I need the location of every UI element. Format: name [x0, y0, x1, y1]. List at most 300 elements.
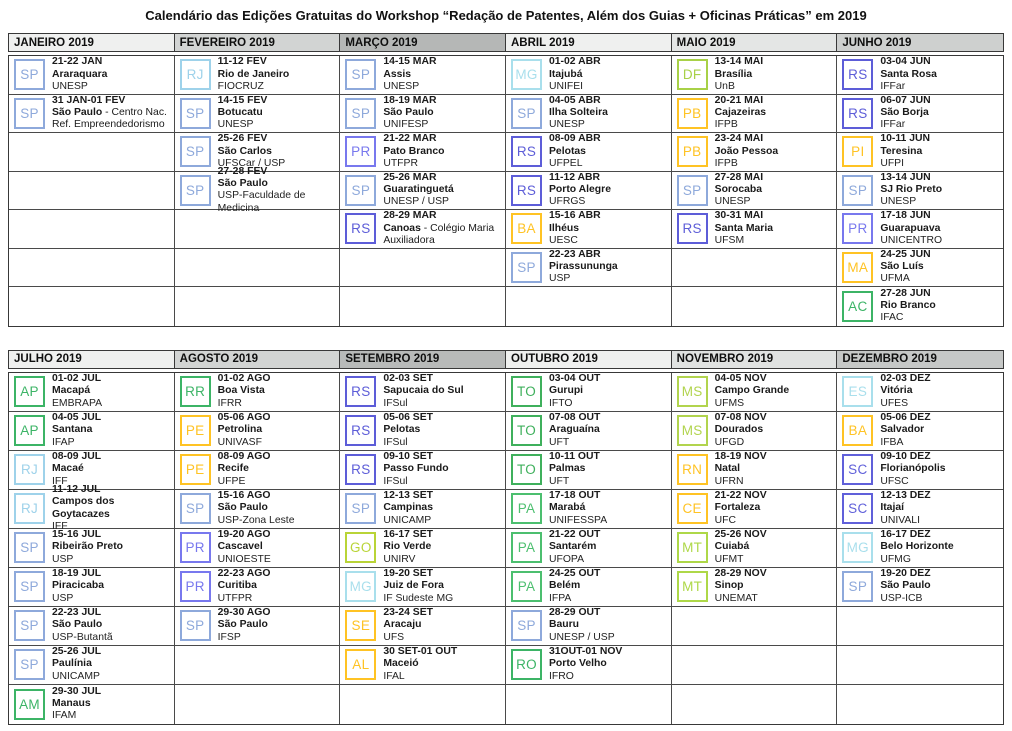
state-badge: SP: [14, 610, 45, 641]
event-city: Santana: [52, 424, 93, 436]
event-text: [880, 373, 1000, 410]
event-cell: [506, 607, 672, 646]
event-dates: 23-24 MAI: [714, 133, 764, 145]
event-dates: 14-15 FEV: [217, 94, 268, 106]
event-cell: [340, 373, 506, 412]
state-badge: PR: [842, 213, 873, 244]
event-dates: 27-28 FEV: [217, 165, 268, 177]
event-dates: 24-25 JUN: [880, 248, 931, 260]
event-cell: [837, 373, 1003, 412]
month-header: MAIO 2019: [672, 34, 838, 51]
event-institution: UFPEL: [549, 157, 583, 169]
event-text: [52, 373, 171, 410]
event-text: [218, 133, 337, 170]
empty-cell: [837, 685, 1003, 724]
event-text: [549, 95, 668, 132]
event-cell: [837, 95, 1003, 134]
event-dates: 15-16 AGO: [217, 490, 271, 502]
event-institution: UFS: [383, 631, 405, 643]
event-institution: IFBA: [880, 436, 904, 448]
month-header: FEVEREIRO 2019: [175, 34, 341, 51]
event-city: Guaratinguetá: [383, 184, 454, 196]
event-dates: 21-22 NOV: [714, 490, 767, 502]
event-cell: [837, 210, 1003, 249]
event-city: Salvador: [880, 424, 925, 436]
event-city: Dourados: [714, 424, 764, 436]
event-dates: 31 JAN-01 FEV: [52, 94, 126, 106]
calendar-jul-dec: [8, 350, 1004, 725]
state-badge: RS: [677, 213, 708, 244]
event-dates: 25-26 NOV: [714, 529, 767, 541]
event-city: Assis: [383, 68, 412, 80]
event-city: Santarém: [549, 541, 597, 553]
event-institution: UNIRV: [383, 553, 416, 565]
event-city: Curitiba: [217, 580, 257, 592]
event-dates: 18-19 JUL: [52, 568, 102, 580]
event-institution: USP-ICB: [880, 592, 923, 604]
event-cell: [506, 568, 672, 607]
event-city: Botucatu: [217, 107, 263, 119]
state-badge: BA: [842, 415, 873, 446]
state-badge: AM: [14, 689, 45, 720]
event-city: São Paulo: [217, 619, 268, 631]
event-text: [383, 172, 502, 209]
event-cell: [506, 133, 672, 172]
event-dates: 08-09 ABR: [549, 133, 601, 145]
event-cell: [506, 210, 672, 249]
event-cell: [175, 490, 341, 529]
empty-cell: [340, 685, 506, 724]
event-city: João Pessoa: [714, 145, 779, 157]
state-badge: SE: [345, 610, 376, 641]
event-dates: 28-29 OUT: [549, 607, 601, 619]
event-dates: 21-22 OUT: [549, 529, 601, 541]
empty-cell: [175, 685, 341, 724]
event-city: Araraquara: [52, 68, 108, 80]
event-institution: UNICAMP: [383, 514, 432, 526]
event-text: [715, 451, 834, 488]
state-badge: MA: [842, 252, 873, 283]
event-dates: 15-16 ABR: [549, 210, 601, 222]
event-city: Ilha Solteira: [549, 107, 608, 119]
event-text: [715, 412, 834, 449]
event-cell: [9, 529, 175, 568]
event-text: [383, 373, 502, 410]
state-badge: SP: [345, 59, 376, 90]
event-dates: 05-06 SET: [383, 412, 433, 424]
state-badge: MT: [677, 532, 708, 563]
event-text: [218, 95, 337, 132]
event-city: Araguaína: [549, 424, 600, 436]
event-institution: UNIVASF: [217, 436, 262, 448]
event-institution: UNIOESTE: [217, 553, 271, 565]
event-cell: [340, 210, 506, 249]
event-cell: [672, 133, 838, 172]
event-city: Macapá: [52, 385, 91, 397]
event-institution: IFSul: [383, 436, 408, 448]
event-cell: [340, 529, 506, 568]
event-cell: [340, 451, 506, 490]
empty-cell: [672, 646, 838, 685]
state-badge: PE: [180, 454, 211, 485]
state-badge: PA: [511, 493, 542, 524]
empty-cell: [672, 607, 838, 646]
state-badge: PR: [180, 532, 211, 563]
month-header: OUTUBRO 2019: [506, 351, 672, 368]
event-dates: 11-12 JUL: [52, 483, 101, 495]
event-city: Teresina: [880, 145, 923, 157]
event-city: Passo Fundo: [383, 463, 449, 475]
event-city: Porto Velho: [549, 658, 607, 670]
event-text: [218, 412, 337, 449]
event-institution: IFAP: [52, 436, 75, 448]
event-city: Fortaleza: [714, 502, 761, 514]
state-badge: MT: [677, 571, 708, 602]
event-city: São Carlos: [217, 145, 272, 157]
month-header: JANEIRO 2019: [9, 34, 175, 51]
event-institution: IFF: [52, 520, 68, 532]
event-text: [52, 484, 171, 533]
event-dates: 04-05 ABR: [549, 94, 601, 106]
event-cell: [175, 56, 341, 95]
event-cell: [175, 607, 341, 646]
state-badge: AP: [14, 376, 45, 407]
calendar-jan-jun: [8, 33, 1004, 327]
event-cell: [837, 172, 1003, 211]
event-institution: UNESP: [217, 119, 254, 131]
event-institution: USP: [52, 592, 74, 604]
event-dates: 30-31 MAI: [714, 210, 764, 222]
event-dates: 24-25 OUT: [549, 568, 601, 580]
event-dates: 17-18 OUT: [549, 490, 601, 502]
event-cell: [672, 529, 838, 568]
event-city: Canoas - Colégio Maria Auxiliadora: [383, 222, 495, 246]
event-city: São Paulo: [52, 619, 103, 631]
event-text: [880, 412, 1000, 449]
event-dates: 17-18 JUN: [880, 210, 931, 222]
event-institution: UFMG: [880, 553, 911, 565]
event-text: [549, 133, 668, 170]
empty-cell: [340, 287, 506, 326]
event-city: Gurupi: [549, 385, 584, 397]
event-city: São Paulo: [383, 107, 434, 119]
event-cell: [175, 568, 341, 607]
event-institution: UNEMAT: [714, 592, 758, 604]
event-institution: IFFar: [880, 119, 906, 131]
event-text: [549, 172, 668, 209]
event-city: Paulínia: [52, 658, 92, 670]
event-text: [218, 490, 337, 527]
event-dates: 05-06 DEZ: [880, 412, 931, 424]
event-city: Bauru: [549, 619, 580, 631]
month-header: JULHO 2019: [9, 351, 175, 368]
state-badge: DF: [677, 59, 708, 90]
event-text: [715, 210, 834, 247]
empty-cell: [506, 287, 672, 326]
event-cell: [837, 451, 1003, 490]
event-text: [52, 95, 171, 132]
event-institution: UFT: [549, 436, 570, 448]
event-institution: UFMA: [880, 273, 910, 285]
event-dates: 08-09 JUL: [52, 451, 102, 463]
empty-cell: [9, 210, 175, 249]
state-badge: RJ: [180, 59, 211, 90]
event-text: [52, 56, 171, 93]
event-text: [218, 568, 337, 605]
state-badge: MS: [677, 415, 708, 446]
event-institution: UNESP: [52, 80, 88, 92]
event-cell: [9, 483, 175, 532]
event-institution: IFAM: [52, 710, 77, 722]
event-institution: UFPI: [880, 157, 904, 169]
state-badge: RS: [511, 175, 542, 206]
state-badge: MG: [345, 571, 376, 602]
event-cell: [672, 172, 838, 211]
event-cell: [340, 56, 506, 95]
state-badge: PA: [511, 571, 542, 602]
event-cell: [506, 56, 672, 95]
event-text: [218, 373, 337, 410]
event-text: [880, 133, 1000, 170]
event-text: [218, 166, 337, 215]
event-institution: UNIFEI: [549, 80, 584, 92]
event-dates: 04-05 NOV: [714, 373, 767, 385]
event-text: [549, 249, 668, 286]
state-badge: SP: [180, 136, 211, 167]
event-city: Cajazeiras: [714, 107, 767, 119]
event-cell: [9, 373, 175, 412]
month-header: SETEMBRO 2019: [340, 351, 506, 368]
event-dates: 22-23 ABR: [549, 248, 601, 260]
event-cell: [672, 490, 838, 529]
event-text: [52, 529, 171, 566]
event-cell: [837, 56, 1003, 95]
event-text: [383, 56, 502, 93]
event-institution: IFSul: [383, 475, 408, 487]
event-text: [383, 210, 502, 247]
event-institution: UNESP / USP: [383, 196, 449, 208]
state-badge: ES: [842, 376, 873, 407]
state-badge: MG: [842, 532, 873, 563]
event-cell: [837, 568, 1003, 607]
month-body-grid: [8, 55, 1004, 327]
event-text: [52, 607, 171, 644]
event-cell: [9, 568, 175, 607]
event-city: Belém: [549, 580, 581, 592]
event-city: São Paulo - Centro Nac. Ref. Empreendedorismo: [52, 107, 167, 131]
event-dates: 18-19 NOV: [714, 451, 767, 463]
event-text: [549, 490, 668, 527]
state-badge: SP: [345, 175, 376, 206]
event-city: Rio de Janeiro: [217, 68, 290, 80]
event-institution: UNESP / USP: [549, 631, 615, 643]
state-badge: PB: [677, 98, 708, 129]
event-cell: [837, 529, 1003, 568]
event-institution: USP-Zona Leste: [217, 514, 295, 526]
page-title: Calendário das Edições Gratuitas do Workshop “Redação de Patentes, Além dos Guias + Oficinas Práticas” em 2019: [145, 8, 867, 23]
event-text: [715, 529, 834, 566]
event-institution: UNICAMP: [52, 670, 100, 682]
event-institution: IFRR: [217, 397, 242, 409]
event-city: Ilhéus: [549, 222, 580, 234]
event-city: São Paulo: [217, 502, 268, 514]
event-cell: [175, 412, 341, 451]
event-cell: [837, 490, 1003, 529]
event-institution: UFRGS: [549, 196, 586, 208]
event-cell: [9, 56, 175, 95]
event-cell: [837, 249, 1003, 288]
event-city: Campinas: [383, 502, 433, 514]
event-institution: USP-Butantã: [52, 631, 113, 643]
state-badge: SC: [842, 454, 873, 485]
event-city: São Paulo: [880, 580, 931, 592]
event-institution: IFPB: [714, 157, 738, 169]
event-city: Campos dos Goytacazes: [52, 496, 115, 520]
event-dates: 23-24 SET: [383, 607, 433, 619]
event-institution: USP-Faculdade de Medicina: [217, 190, 306, 214]
event-cell: [175, 373, 341, 412]
event-cell: [672, 412, 838, 451]
event-cell: [9, 412, 175, 451]
event-dates: 29-30 JUL: [52, 685, 102, 697]
month-header: JUNHO 2019: [837, 34, 1003, 51]
event-city: Sorocaba: [714, 184, 763, 196]
event-text: [383, 451, 502, 488]
event-city: Campo Grande: [714, 385, 790, 397]
state-badge: AP: [14, 415, 45, 446]
event-text: [715, 133, 834, 170]
event-institution: FIOCRUZ: [217, 80, 264, 92]
event-cell: [506, 172, 672, 211]
event-city: Pelotas: [549, 145, 586, 157]
event-city: Palmas: [549, 463, 586, 475]
event-institution: UNICENTRO: [880, 234, 943, 246]
event-city: Rio Verde: [383, 541, 432, 553]
event-city: Recife: [217, 463, 249, 475]
state-badge: RJ: [14, 493, 45, 524]
event-institution: IFAC: [880, 312, 904, 324]
event-city: Marabá: [549, 502, 586, 514]
event-text: [549, 56, 668, 93]
event-text: [383, 95, 502, 132]
state-badge: SP: [511, 252, 542, 283]
event-text: [52, 568, 171, 605]
event-text: [880, 490, 1000, 527]
event-city: Maceió: [383, 658, 419, 670]
event-institution: UFMT: [714, 553, 744, 565]
event-text: [715, 490, 834, 527]
event-dates: 20-21 MAI: [714, 94, 764, 106]
month-header-row: [8, 350, 1004, 369]
event-dates: 22-23 AGO: [217, 568, 271, 580]
event-text: [52, 451, 171, 488]
event-cell: [340, 607, 506, 646]
event-city: Florianópolis: [880, 463, 946, 475]
event-city: Boa Vista: [217, 385, 265, 397]
event-dates: 19-20 DEZ: [880, 568, 931, 580]
event-city: Itajaí: [880, 502, 905, 514]
empty-cell: [340, 249, 506, 288]
event-city: Pelotas: [383, 424, 421, 436]
event-dates: 10-11 JUN: [880, 133, 931, 145]
event-institution: UNESP: [880, 196, 917, 208]
event-city: Natal: [714, 463, 741, 475]
event-institution: UFGD: [714, 436, 745, 448]
event-dates: 04-05 JUL: [52, 412, 102, 424]
state-badge: SP: [180, 493, 211, 524]
state-badge: RN: [677, 454, 708, 485]
event-institution: UNESP: [549, 119, 585, 131]
state-badge: SP: [14, 571, 45, 602]
event-institution: IF Sudeste MG: [383, 592, 454, 604]
event-city: Santa Maria: [714, 222, 773, 234]
event-dates: 10-11 OUT: [549, 451, 600, 463]
event-text: [880, 95, 1000, 132]
empty-cell: [672, 685, 838, 724]
event-text: [880, 172, 1000, 209]
event-cell: [340, 95, 506, 134]
event-text: [52, 686, 171, 723]
state-badge: SP: [842, 571, 873, 602]
event-city: Porto Alegre: [549, 184, 611, 196]
event-city: Macaé: [52, 463, 84, 475]
event-city: Vitória: [880, 385, 913, 397]
empty-cell: [672, 287, 838, 326]
event-dates: 18-19 MAR: [383, 94, 437, 106]
event-cell: [175, 95, 341, 134]
event-city: Cuiabá: [714, 541, 750, 553]
state-badge: SP: [677, 175, 708, 206]
state-badge: RS: [345, 213, 376, 244]
event-cell: [506, 373, 672, 412]
month-header: ABRIL 2019: [506, 34, 672, 51]
event-text: [880, 249, 1000, 286]
event-dates: 19-20 SET: [383, 568, 433, 580]
event-city: Ribeirão Preto: [52, 541, 124, 553]
state-badge: RS: [345, 454, 376, 485]
event-text: [549, 568, 668, 605]
event-city: Guarapuava: [880, 222, 941, 234]
event-cell: [837, 287, 1003, 326]
event-cell: [506, 490, 672, 529]
event-text: [218, 529, 337, 566]
event-dates: 31OUT-01 NOV: [549, 646, 623, 658]
event-dates: 25-26 JUL: [52, 646, 102, 658]
state-badge: SP: [14, 649, 45, 680]
event-institution: UNESP: [714, 196, 751, 208]
event-dates: 25-26 FEV: [217, 133, 268, 145]
event-city: Pirassununga: [549, 261, 618, 273]
event-dates: 12-13 SET: [383, 490, 433, 502]
event-cell: [340, 133, 506, 172]
state-badge: RS: [345, 415, 376, 446]
state-badge: RS: [842, 98, 873, 129]
state-badge: SP: [842, 175, 873, 206]
empty-cell: [837, 646, 1003, 685]
state-badge: SC: [842, 493, 873, 524]
event-institution: IFFar: [880, 80, 906, 92]
event-dates: 27-28 MAI: [714, 171, 764, 183]
event-city: São Luís: [880, 261, 924, 273]
event-cell: [340, 490, 506, 529]
state-badge: CE: [677, 493, 708, 524]
event-cell: [340, 646, 506, 685]
event-dates: 02-03 DEZ: [880, 373, 931, 385]
event-dates: 03-04 JUN: [880, 56, 931, 68]
empty-cell: [837, 607, 1003, 646]
event-text: [549, 210, 668, 247]
event-text: [383, 607, 502, 644]
